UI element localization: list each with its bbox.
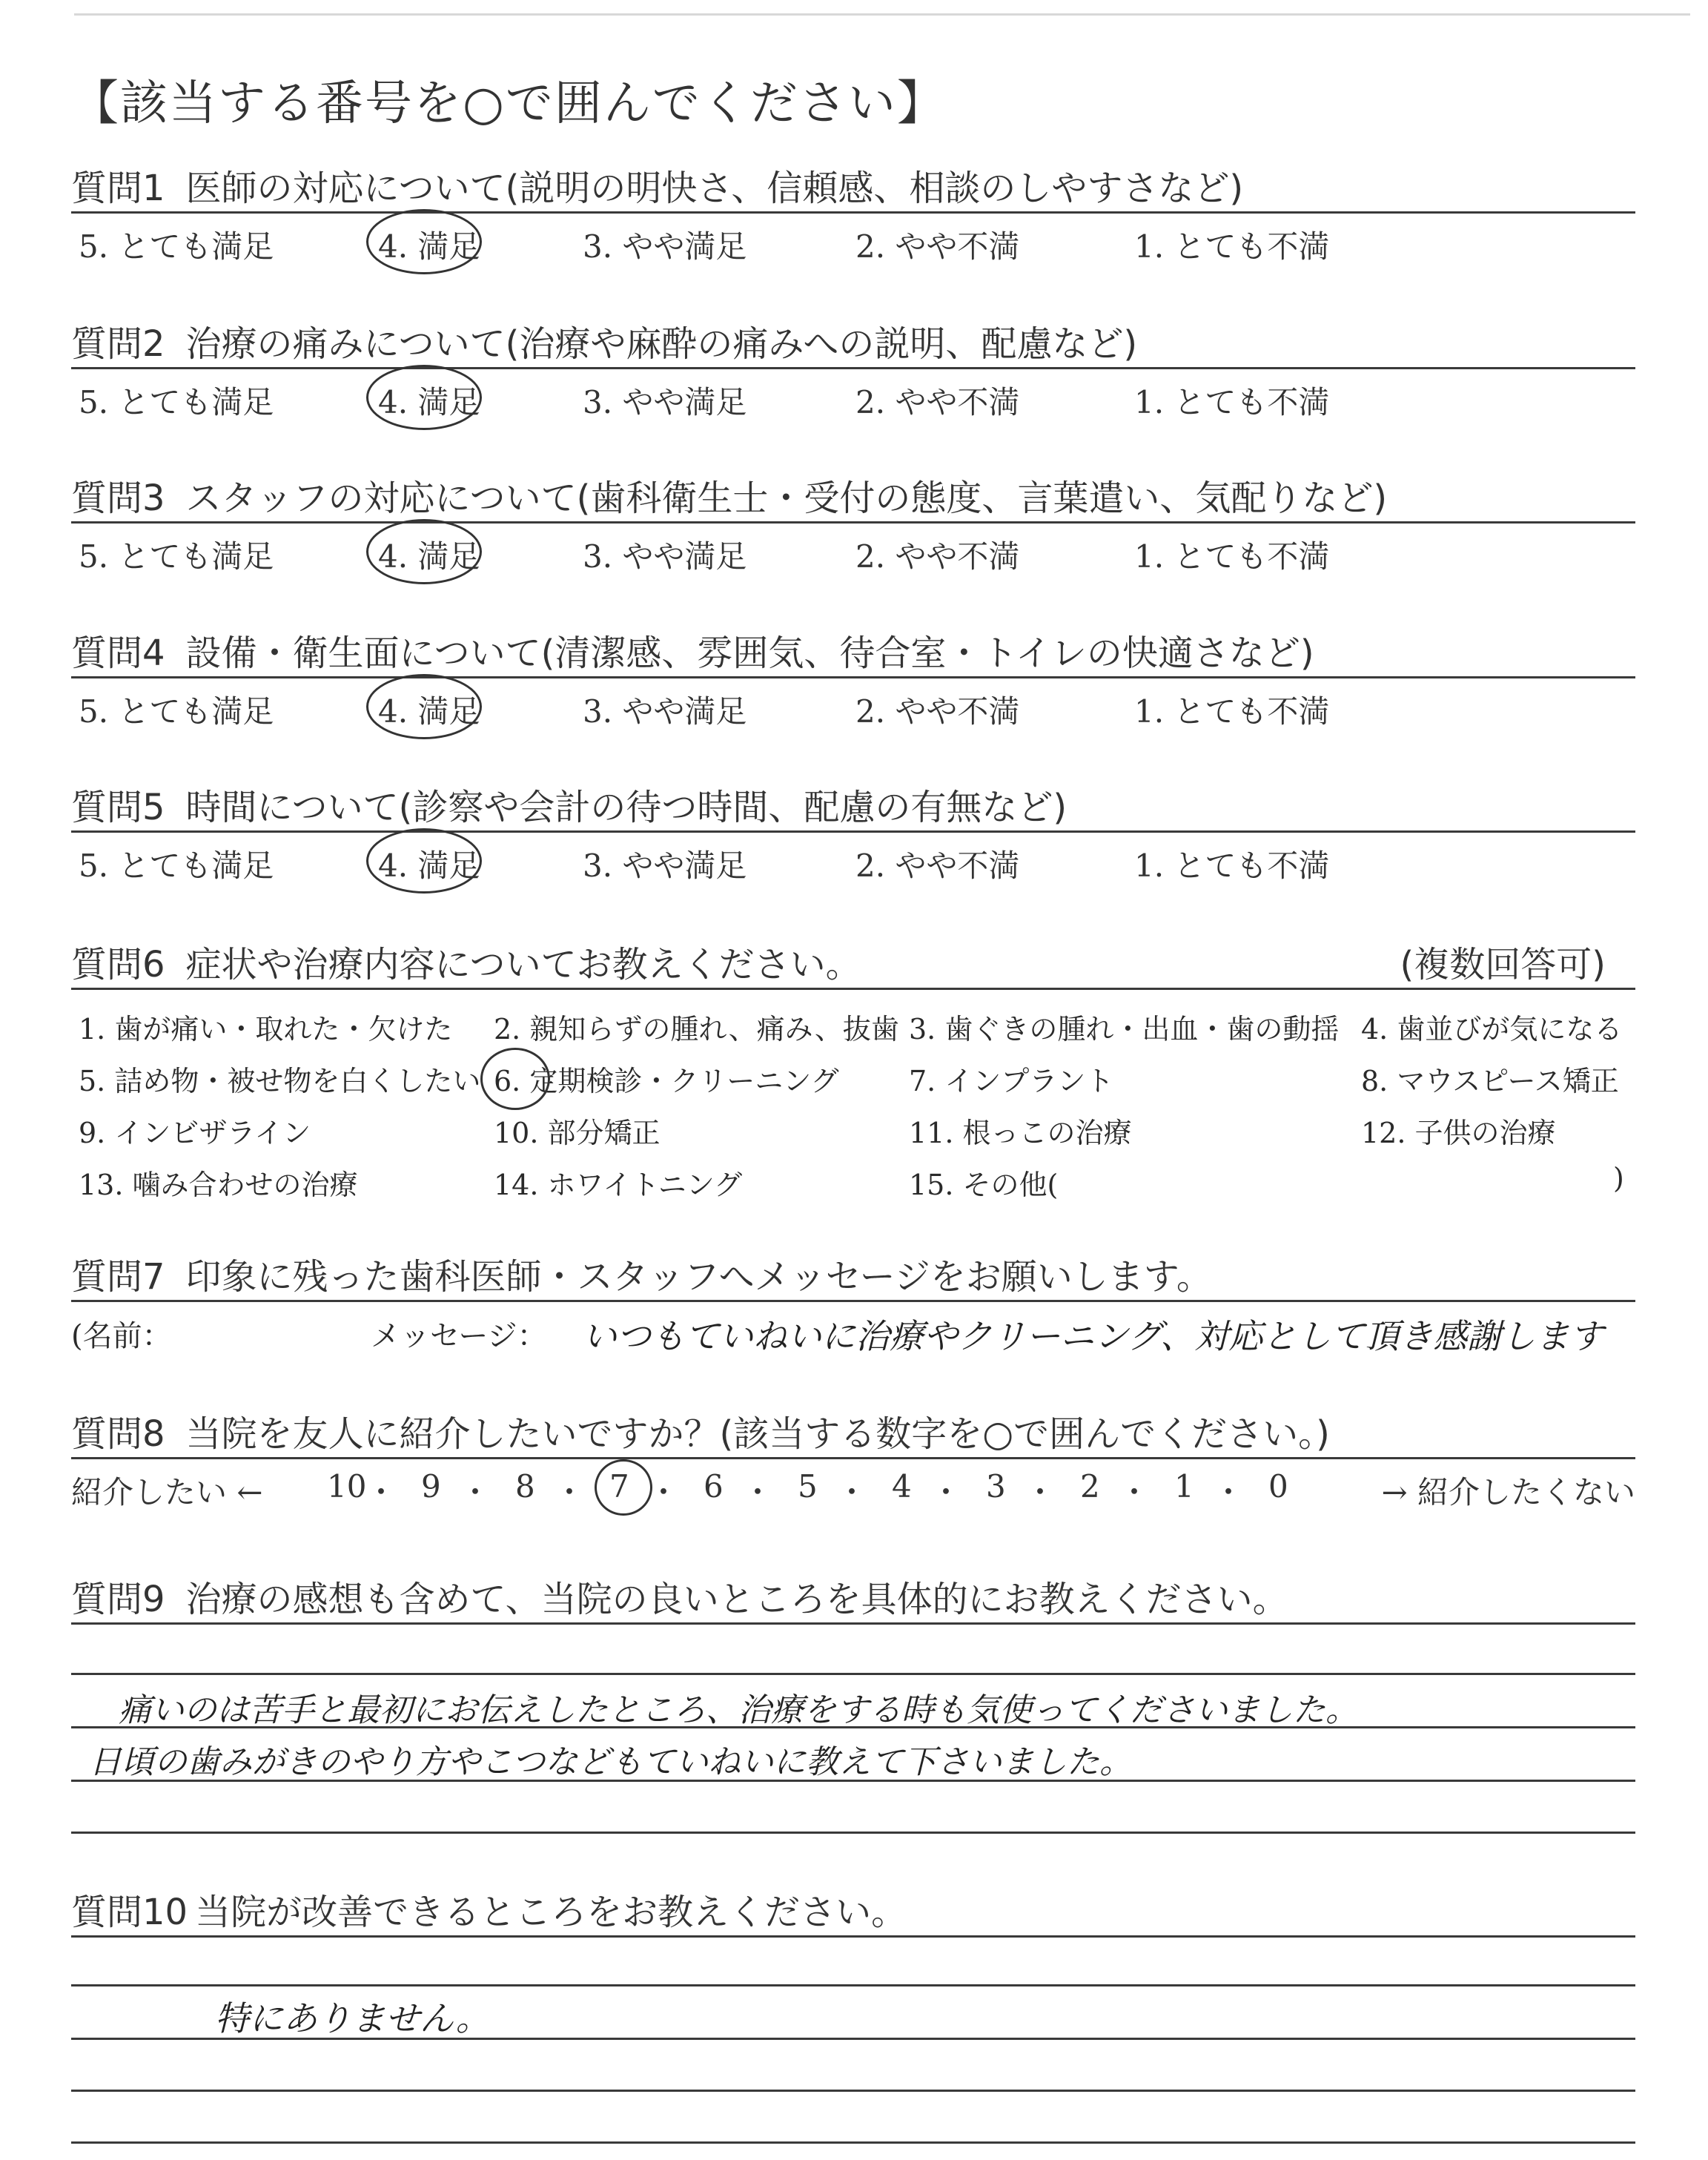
referral-separator: ・ bbox=[1119, 1474, 1151, 1510]
name-label: (名前： bbox=[71, 1319, 172, 1353]
rating-scale bbox=[71, 214, 1635, 265]
question-text: 治療の痛みについて(治療や麻酔の痛みへの説明、配慮など) bbox=[185, 323, 1138, 365]
referral-number[interactable]: 2 bbox=[1080, 1468, 1100, 1505]
symptom-option[interactable]: 7. インプラント bbox=[909, 1065, 1114, 1097]
question-text: 医師の対応について(説明の明快さ、信頼感、相談のしやすさなど) bbox=[185, 168, 1244, 209]
question-number: 質問7 bbox=[71, 1256, 165, 1298]
q10-answer: 特にありません。 bbox=[215, 1998, 490, 2038]
referral-separator: ・ bbox=[1025, 1474, 1056, 1510]
question-text: 治療の感想も含めて、当院の良いところを具体的にお教えください。 bbox=[185, 1579, 1288, 1620]
q9-answer-line-2: 日頃の歯みがきのやり方やこつなどもていねいに教えて下さいました。 bbox=[89, 1743, 1133, 1781]
rating-option[interactable]: 5. とても満足 bbox=[79, 848, 274, 884]
symptom-option[interactable]: 12. 子供の治療 bbox=[1361, 1117, 1556, 1149]
referral-separator: ・ bbox=[1213, 1474, 1245, 1510]
rating-scale bbox=[71, 833, 1635, 885]
referral-number[interactable]: 5 bbox=[798, 1468, 818, 1505]
selection-circle bbox=[480, 1048, 550, 1110]
referral-number[interactable]: 10 bbox=[327, 1468, 367, 1505]
question-text: 症状や治療内容についてお教えください。 bbox=[185, 944, 861, 985]
top-border bbox=[74, 13, 1690, 16]
referral-separator: ・ bbox=[460, 1474, 491, 1510]
selection-circle bbox=[595, 1459, 652, 1516]
symptom-option[interactable]: 6. 定期検診・クリーニング bbox=[494, 1065, 839, 1097]
question-number: 質問3 bbox=[71, 478, 165, 519]
question-number: 質問9 bbox=[71, 1579, 165, 1620]
rating-option[interactable]: 4. 満足 bbox=[378, 848, 480, 884]
question-number: 質問1 bbox=[71, 168, 165, 209]
referral-number[interactable]: 3 bbox=[986, 1468, 1006, 1505]
answer-line bbox=[71, 1673, 1635, 1675]
selection-circle bbox=[366, 519, 482, 584]
referral-scale bbox=[71, 1459, 1635, 1511]
referral-left-label: 紹介したい ← bbox=[71, 1474, 263, 1510]
rating-option[interactable]: 4. 満足 bbox=[378, 228, 480, 265]
referral-number[interactable]: 7 bbox=[609, 1468, 629, 1505]
rating-option[interactable]: 5. とても満足 bbox=[79, 228, 274, 265]
referral-separator: ・ bbox=[648, 1474, 680, 1510]
symptom-option[interactable]: 4. 歯並びが気になる bbox=[1361, 1013, 1623, 1046]
question-2 bbox=[71, 315, 1635, 421]
referral-number[interactable]: 8 bbox=[515, 1468, 535, 1505]
rating-option[interactable]: 4. 満足 bbox=[378, 538, 480, 575]
question-text: 時間について(診察や会計の待つ時間、配慮の有無など) bbox=[185, 787, 1068, 828]
selection-circle bbox=[366, 365, 482, 430]
referral-number[interactable]: 0 bbox=[1268, 1468, 1288, 1505]
symptom-option[interactable]: 14. ホワイトニング bbox=[494, 1169, 743, 1201]
symptom-option[interactable]: 9. インビザライン bbox=[79, 1117, 311, 1149]
symptom-option[interactable]: 5. 詰め物・被せ物を白くしたい bbox=[79, 1065, 481, 1097]
symptom-option[interactable]: 8. マウスピース矯正 bbox=[1361, 1065, 1619, 1097]
question-4 bbox=[71, 624, 1635, 730]
referral-separator: ・ bbox=[365, 1474, 397, 1510]
rating-option[interactable]: 3. やや満足 bbox=[583, 228, 747, 265]
symptom-option[interactable]: 11. 根っこの治療 bbox=[909, 1117, 1132, 1149]
page-title: 【該当する番号を○で囲んでください】 bbox=[71, 76, 946, 131]
question-1 bbox=[71, 159, 1635, 265]
selection-circle bbox=[366, 209, 482, 274]
question-text: 当院を友人に紹介したいですか？(該当する数字を○で囲んでください。) bbox=[185, 1413, 1330, 1455]
message-label: メッセージ： bbox=[371, 1319, 547, 1353]
rating-option[interactable]: 3. やや満足 bbox=[583, 848, 747, 884]
selection-circle bbox=[366, 828, 482, 894]
rating-option[interactable]: 2. やや不満 bbox=[855, 693, 1020, 730]
rating-option[interactable]: 5. とても満足 bbox=[79, 384, 274, 420]
referral-separator: ・ bbox=[554, 1474, 586, 1510]
question-3 bbox=[71, 469, 1635, 575]
question-number: 質問5 bbox=[71, 787, 165, 828]
message-handwritten: いつもていねいに治療やクリーニング、対応として頂き感謝します bbox=[583, 1316, 1604, 1356]
question-text: 印象に残った歯科医師・スタッフへメッセージをお願いします。 bbox=[185, 1256, 1212, 1298]
rating-option[interactable]: 2. やや不満 bbox=[855, 228, 1020, 265]
question-text: スタッフの対応について(歯科衛生士・受付の態度、言葉遣い、気配りなど) bbox=[185, 478, 1388, 519]
rating-option[interactable]: 4. 満足 bbox=[378, 693, 480, 730]
symptom-option[interactable]: 15. その他( bbox=[909, 1169, 1059, 1201]
answer-line bbox=[71, 2090, 1635, 2092]
referral-number[interactable]: 9 bbox=[421, 1468, 441, 1505]
symptom-option[interactable]: 13. 噛み合わせの治療 bbox=[79, 1169, 358, 1201]
rating-option[interactable]: 1. とても不満 bbox=[1134, 538, 1330, 575]
referral-number[interactable]: 1 bbox=[1174, 1468, 1194, 1505]
question-number: 質問6 bbox=[71, 944, 165, 985]
selection-circle bbox=[366, 674, 482, 739]
rating-scale bbox=[71, 524, 1635, 575]
rating-option[interactable]: 1. とても不満 bbox=[1134, 384, 1330, 420]
rating-option[interactable]: 5. とても満足 bbox=[79, 693, 274, 730]
referral-number[interactable]: 6 bbox=[704, 1468, 724, 1505]
q9-answer-line-1: 痛いのは苦手と最初にお伝えしたところ、治療をする時も気使ってくださいました。 bbox=[119, 1691, 1358, 1729]
symptom-option[interactable]: 1. 歯が痛い・取れた・欠けた bbox=[79, 1013, 453, 1046]
question-6 bbox=[71, 936, 1635, 1212]
rating-option[interactable]: 4. 満足 bbox=[378, 384, 480, 420]
referral-right-label: → 紹介したくない bbox=[1381, 1474, 1635, 1510]
multiple-answer-note: (複数回答可) bbox=[1400, 944, 1606, 985]
rating-option[interactable]: 3. やや満足 bbox=[583, 538, 747, 575]
symptom-option[interactable]: 2. 親知らずの腫れ、痛み、抜歯 bbox=[494, 1013, 899, 1046]
answer-line bbox=[71, 1984, 1635, 1986]
referral-number[interactable]: 4 bbox=[892, 1468, 912, 1505]
rating-option[interactable]: 1. とても不満 bbox=[1134, 228, 1330, 265]
symptom-option[interactable]: ) bbox=[1613, 1162, 1624, 1195]
answer-line bbox=[71, 1832, 1635, 1834]
symptom-option[interactable]: 3. 歯ぐきの腫れ・出血・歯の動揺 bbox=[909, 1013, 1340, 1046]
question-number: 質問4 bbox=[71, 633, 165, 674]
rating-scale bbox=[71, 678, 1635, 730]
question-7 bbox=[71, 1248, 1635, 1361]
referral-separator: ・ bbox=[930, 1474, 962, 1510]
rating-scale bbox=[71, 369, 1635, 421]
rating-option[interactable]: 2. やや不満 bbox=[855, 538, 1020, 575]
referral-separator: ・ bbox=[836, 1474, 868, 1510]
question-text: 設備・衛生面について(清潔感、雰囲気、待合室・トイレの快適さなど) bbox=[185, 633, 1314, 674]
symptom-options bbox=[71, 990, 1635, 1212]
rating-option[interactable]: 2. やや不満 bbox=[855, 848, 1020, 884]
answer-line bbox=[71, 2141, 1635, 2144]
rating-option[interactable]: 5. とても満足 bbox=[79, 538, 274, 575]
question-5 bbox=[71, 779, 1635, 885]
rating-option[interactable]: 2. やや不満 bbox=[855, 384, 1020, 420]
rating-option[interactable]: 1. とても不満 bbox=[1134, 848, 1330, 884]
symptom-option[interactable]: 10. 部分矯正 bbox=[494, 1117, 661, 1149]
question-rule bbox=[71, 1622, 1635, 1625]
question-text: 当院が改善できるところをお教えください。 bbox=[195, 1892, 907, 1933]
rating-option[interactable]: 3. やや満足 bbox=[583, 384, 747, 420]
question-8 bbox=[71, 1405, 1635, 1511]
question-number: 質問10 bbox=[71, 1892, 188, 1933]
referral-separator: ・ bbox=[742, 1474, 774, 1510]
question-rule bbox=[71, 1935, 1635, 1938]
rating-option[interactable]: 3. やや満足 bbox=[583, 693, 747, 730]
question-number: 質問8 bbox=[71, 1413, 165, 1455]
rating-option[interactable]: 1. とても不満 bbox=[1134, 693, 1330, 730]
question-10 bbox=[71, 1883, 1635, 1938]
question-9 bbox=[71, 1571, 1635, 1625]
question-number: 質問2 bbox=[71, 323, 165, 365]
